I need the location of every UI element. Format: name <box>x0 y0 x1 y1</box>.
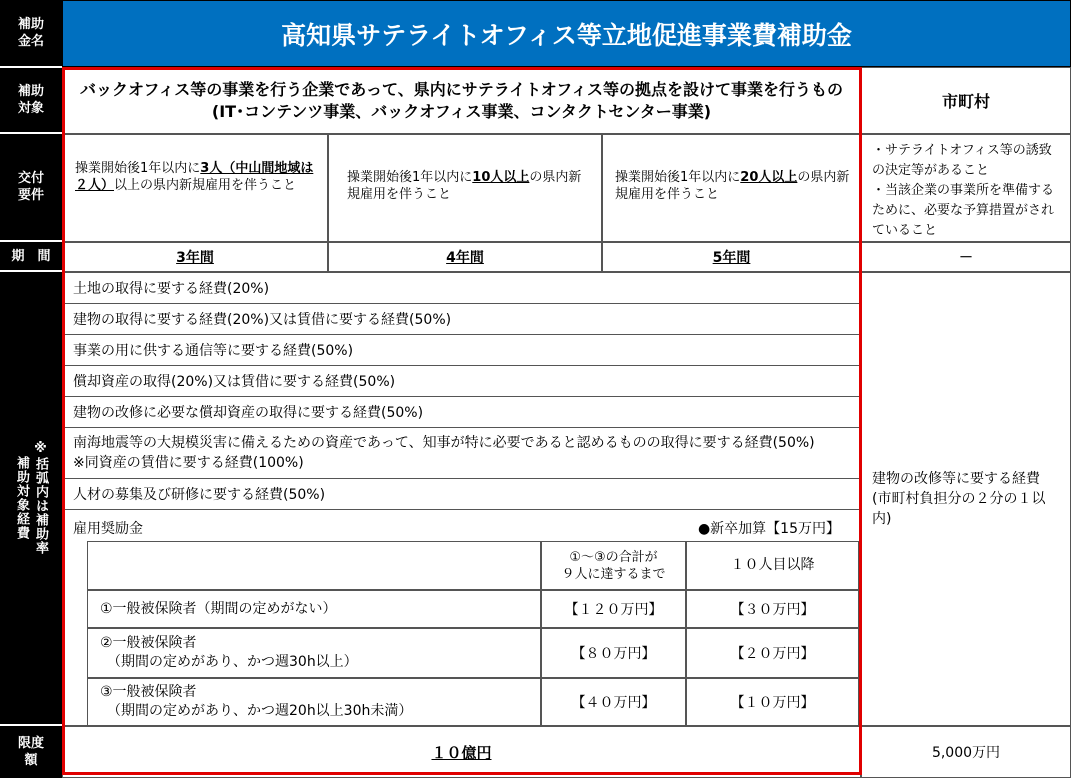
period-3: 5年間 <box>602 242 861 272</box>
expense-item: 建物の取得に要する経費(20%)又は賃借に要する経費(50%) <box>63 304 860 335</box>
expense-item: 人材の募集及び研修に要する経費(50%) <box>63 479 860 510</box>
emp-header-col1: ①～③の合計が ９人に達するまで <box>541 541 686 590</box>
requirement-2: 操業開始後1年以内に10人以上の県内新規雇用を伴うこと <box>328 134 602 242</box>
period-2: 4年間 <box>328 242 602 272</box>
label-period: 期 間 <box>0 242 62 270</box>
label-name: 補助金名 <box>0 0 62 66</box>
limit-municipality: 5,000万円 <box>861 726 1071 778</box>
emp-row-v2: 【１０万円】 <box>686 678 859 726</box>
expense-item: 償却資産の取得(20%)又は賃借に要する経費(50%) <box>63 366 860 397</box>
page-title: 高知県サテライトオフィス等立地促進事業費補助金 <box>62 0 1071 67</box>
expense-item: 事業の用に供する通信等に要する経費(50%) <box>63 335 860 366</box>
emp-row-v2: 【３０万円】 <box>686 590 859 628</box>
label-expenses-main: 補助対象経費 <box>14 456 29 540</box>
municipality-expense: 建物の改修等に要する経費 (市町村負担分の２分の１以内) <box>861 272 1071 726</box>
expense-item: 建物の改修に必要な償却資産の取得に要する経費(50%) <box>63 397 860 428</box>
label-expenses-note: ※括弧内は補助率 <box>33 441 48 555</box>
emp-row-v2: 【２０万円】 <box>686 628 859 678</box>
expense-item: 土地の取得に要する経費(20%) <box>63 273 860 304</box>
target-main: バックオフィス等の事業を行う企業であって、県内にサテライトオフィス等の拠点を設けて事業を行うもの(IT･コンテンツ事業、バックオフィス事業、コンタクトセンター事業) <box>62 67 861 134</box>
emp-row-label: ②一般被保険者 （期間の定めがあり、かつ週30h以上） <box>87 628 541 678</box>
emp-header-blank <box>87 541 541 590</box>
expense-item: 南海地震等の大規模災害に備えるための資産であって、知事が特に必要であると認めるものの取得に要する経費(50%) ※同資産の賃借に要する経費(100%) <box>63 428 860 479</box>
employment-label: 雇用奨励金 <box>73 521 143 537</box>
emp-row-label: ①一般被保険者（期間の定めがない） <box>87 590 541 628</box>
label-requirement: 交付要件 <box>0 134 62 240</box>
requirement-1: 操業開始後1年以内に3人（中山間地域は２人）以上の県内新規雇用を伴うこと <box>62 134 328 242</box>
label-expenses <box>0 272 62 724</box>
label-target: 補助対象 <box>0 68 62 132</box>
requirement-3: 操業開始後1年以内に20人以上の県内新規雇用を伴うこと <box>602 134 861 242</box>
emp-row-label: ③一般被保険者 （期間の定めがあり、かつ週20h以上30h未満） <box>87 678 541 726</box>
emp-row-v1: 【１２０万円】 <box>541 590 686 628</box>
emp-header-col2: １０人目以降 <box>686 541 859 590</box>
emp-row-v1: 【４０万円】 <box>541 678 686 726</box>
target-municipality: 市町村 <box>861 67 1071 134</box>
municipality-requirement: ・サテライトオフィス等の誘致の決定等があること ・当該企業の事業所を準備するために、必要な予算措置がされていること <box>861 134 1071 242</box>
limit-main: １０億円 <box>62 726 861 778</box>
period-1: 3年間 <box>62 242 328 272</box>
emp-row-v1: 【８０万円】 <box>541 628 686 678</box>
new-graduate-bonus: ●新卒加算【15万円】 <box>697 521 840 537</box>
period-municipality: － <box>861 242 1071 272</box>
label-limit: 限度額 <box>0 726 62 778</box>
